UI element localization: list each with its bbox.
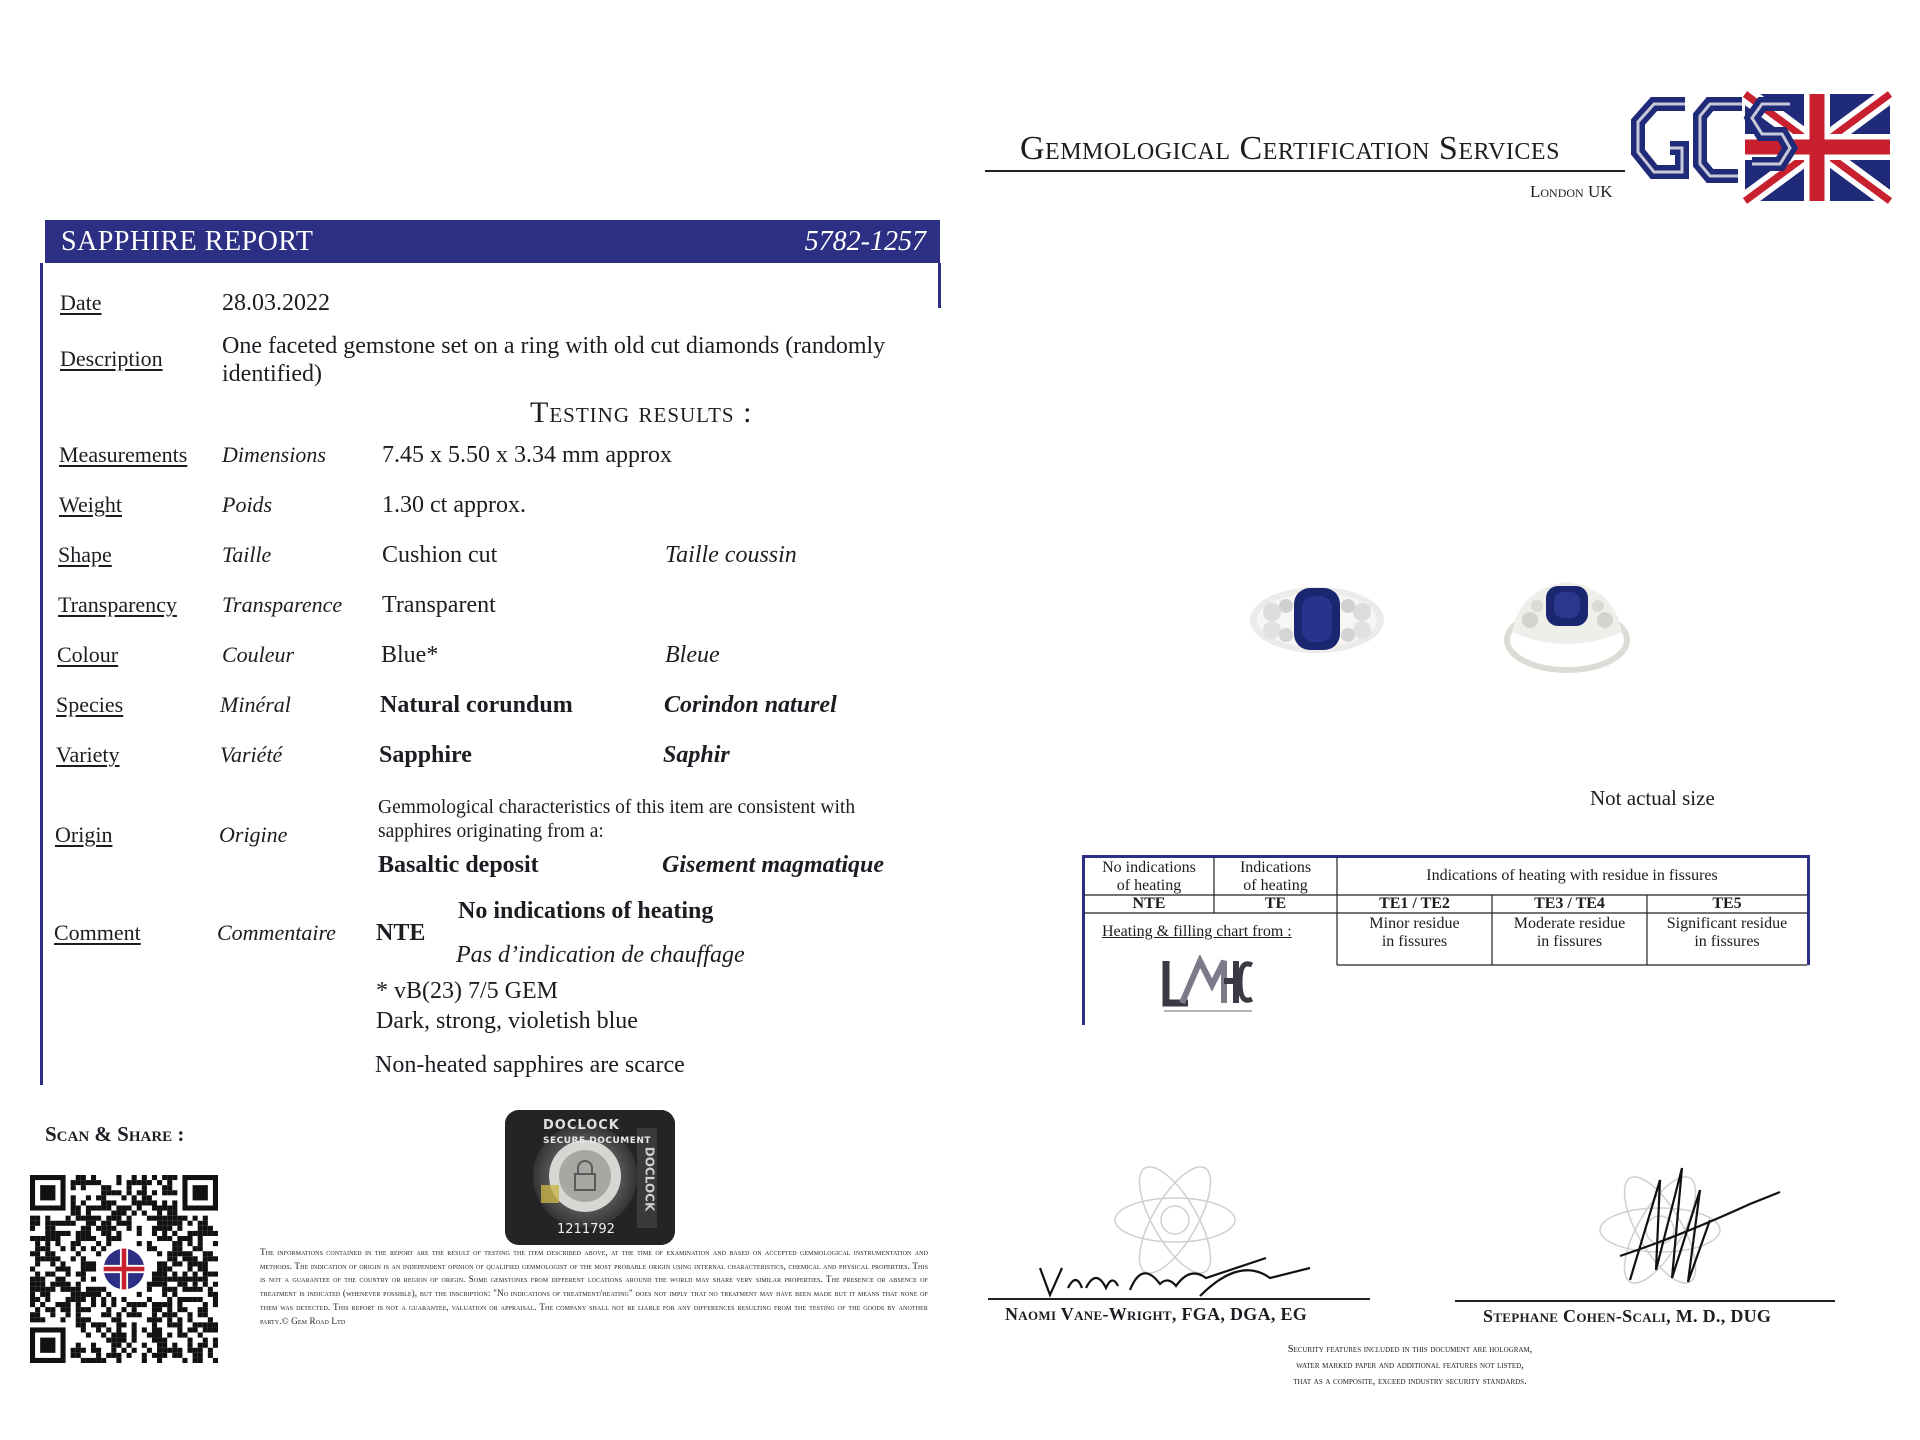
atom-watermark-left bbox=[1115, 1160, 1235, 1283]
hologram-text-top: DOCLOCK bbox=[543, 1118, 620, 1133]
comment-note-scarce: Non-heated sapphires are scarce bbox=[375, 1052, 685, 1078]
shape-label: Shape bbox=[58, 542, 112, 567]
species-fr-label: Minéral bbox=[220, 692, 291, 717]
left-border-rule bbox=[40, 263, 43, 1085]
hologram-serial: 1211792 bbox=[557, 1222, 615, 1237]
origin-value: Basaltic deposit bbox=[378, 852, 539, 878]
company-location: London UK bbox=[1530, 182, 1613, 201]
heating-chart bbox=[1082, 855, 1810, 1025]
variety-value-fr: Saphir bbox=[663, 742, 730, 768]
chart-col-heating bbox=[1214, 859, 1337, 895]
signature-right bbox=[1560, 1160, 1790, 1310]
transparency-fr-label: Transparence bbox=[222, 592, 343, 617]
colour-fr-label: Couleur bbox=[222, 642, 295, 667]
ring-photo-side-view bbox=[1507, 582, 1627, 670]
description-line: identified) bbox=[222, 361, 322, 387]
shape-value-fr: Taille coussin bbox=[665, 542, 797, 568]
qr-code[interactable] bbox=[30, 1175, 218, 1363]
date-value: 28.03.2022 bbox=[222, 290, 330, 316]
species-label: Species bbox=[56, 692, 124, 717]
origin-note bbox=[378, 796, 933, 844]
colour-label: Colour bbox=[57, 642, 119, 667]
comment-label: Comment bbox=[54, 920, 141, 945]
hologram-text-secure: SECURE DOCUMENT bbox=[543, 1136, 652, 1146]
security-note-line: that as a composite, exceed industry security standards. bbox=[1293, 1376, 1527, 1387]
signature-line-left bbox=[988, 1298, 1370, 1300]
chart-te12-desc-line: in fissures bbox=[1381, 933, 1448, 950]
species-value: Natural corundum bbox=[380, 692, 573, 718]
chart-col-heating-line: of heating bbox=[1243, 877, 1308, 894]
chart-code-te5: TE5 bbox=[1712, 895, 1742, 912]
signatory-right: Stephane Cohen-Scali, M. D., DUG bbox=[1483, 1306, 1772, 1326]
weight-value: 1.30 ct approx. bbox=[382, 492, 526, 518]
photo-caption: Not actual size bbox=[1590, 786, 1715, 810]
origin-label: Origin bbox=[55, 822, 113, 847]
chart-te12-desc-line: Minor residue bbox=[1369, 915, 1460, 932]
right-border-rule bbox=[938, 263, 941, 308]
company-name: Gemmological Certification Services bbox=[1020, 130, 1560, 167]
comment-note-colour: Dark, strong, violetish blue bbox=[376, 1008, 638, 1034]
origin-note-line: sapphires originating from a: bbox=[378, 821, 604, 842]
company-name-underline bbox=[985, 170, 1625, 172]
chart-col-no-heating-line: No indications bbox=[1102, 859, 1196, 876]
lmhc-logo-text: LMHC bbox=[1160, 955, 1163, 956]
comment-value-fr: Pas d’indication de chauffage bbox=[456, 942, 745, 968]
chart-te5-desc bbox=[1647, 915, 1807, 951]
chart-code-te12: TE1 / TE2 bbox=[1379, 895, 1450, 912]
shape-value: Cushion cut bbox=[382, 542, 498, 568]
measurements-value: 7.45 x 5.50 x 3.34 mm approx bbox=[382, 442, 672, 468]
signature-line-right bbox=[1455, 1300, 1835, 1302]
chart-code-te34: TE3 / TE4 bbox=[1534, 895, 1605, 912]
date-label: Date bbox=[60, 290, 102, 315]
measurements-fr-label: Dimensions bbox=[222, 442, 326, 467]
chart-te5-desc-line: in fissures bbox=[1694, 933, 1760, 950]
origin-fr-label: Origine bbox=[219, 822, 288, 847]
doclock-hologram bbox=[505, 1110, 675, 1245]
comment-note-grade: * vB(23) 7/5 GEM bbox=[376, 978, 558, 1004]
chart-code-te: TE bbox=[1264, 895, 1287, 912]
chart-code-nte: NTE bbox=[1132, 895, 1166, 912]
security-note-line: water marked paper and additional features not listed, bbox=[1296, 1360, 1524, 1371]
colour-value: Blue* bbox=[381, 642, 439, 668]
report-title: SAPPHIRE REPORT bbox=[61, 226, 314, 257]
hologram-text-side: DOCLOCK bbox=[642, 1146, 657, 1212]
species-value-fr: Corindon naturel bbox=[664, 692, 837, 718]
shape-fr-label: Taille bbox=[222, 542, 272, 567]
description-line: One faceted gemstone set on a ring with old cut diamonds (randomly bbox=[222, 333, 886, 359]
chart-col-no-heating bbox=[1084, 859, 1214, 895]
ring-photo-top-view bbox=[1250, 587, 1384, 653]
colour-value-fr: Bleue bbox=[665, 642, 720, 668]
signatory-left: Naomi Vane-Wright, FGA, DGA, EG bbox=[1005, 1304, 1308, 1324]
testing-results-heading: Testing results : bbox=[530, 396, 753, 429]
chart-te34-desc-line: Moderate residue bbox=[1513, 915, 1626, 932]
chart-te34-desc bbox=[1492, 915, 1647, 951]
comment-value: No indications of heating bbox=[458, 898, 714, 924]
scan-share-label: Scan & Share : bbox=[45, 1122, 185, 1146]
ring-photographs bbox=[1250, 540, 1630, 690]
transparency-value: Transparent bbox=[382, 592, 496, 618]
description-value bbox=[222, 332, 885, 388]
origin-note-line: Gemmological characteristics of this item are consistent with bbox=[378, 797, 856, 818]
weight-fr-label: Poids bbox=[222, 492, 273, 517]
origin-value-fr: Gisement magmatique bbox=[662, 852, 884, 878]
chart-te5-desc-line: Significant residue bbox=[1666, 915, 1788, 932]
chart-col-heating-line: Indications bbox=[1239, 859, 1312, 876]
transparency-label: Transparency bbox=[58, 592, 177, 617]
comment-code: NTE bbox=[376, 920, 426, 946]
gcs-union-flag-logo bbox=[1630, 90, 1895, 205]
security-note bbox=[1240, 1342, 1580, 1390]
signature-left bbox=[1020, 1160, 1350, 1310]
variety-value: Sapphire bbox=[379, 742, 472, 768]
security-note-line: Security features included in this document are hologram, bbox=[1287, 1344, 1533, 1355]
description-label: Description bbox=[60, 346, 163, 371]
chart-col-no-heating-line: of heating bbox=[1116, 877, 1182, 894]
comment-fr-label: Commentaire bbox=[217, 920, 336, 945]
weight-label: Weight bbox=[59, 492, 122, 517]
variety-fr-label: Variété bbox=[220, 742, 283, 767]
chart-te34-desc-line: in fissures bbox=[1536, 933, 1603, 950]
chart-te12-desc bbox=[1337, 915, 1492, 951]
chart-source-note: Heating & filling chart from : bbox=[1102, 923, 1292, 940]
disclaimer-text: The informations contained in the report are the result of testing the item described above, at the time of examination and based on accepted gemmological instrumentation and methods. The indication of origin is an independent opinion of qualified gemmologist of the most probable origin using internal characteristics, chemical and physical properties. This is not a guarantee of the country or region of origin. Some gemstones from different locations around the world may share very similar properties. The presence or absence of treatment is indicated (whenever possible), but the inscription: "No indications of treatment/heating" does not imply that no treatment may have been made but it means that none of them was detected. This report is not a guarantee, valuation or appraisal. The company shall not be liable for any differences resulting from the testing of the goods by another party.© Gem Road Ltd bbox=[260, 1247, 928, 1326]
variety-label: Variety bbox=[56, 742, 120, 767]
chart-group-header: Indications of heating with residue in fissures bbox=[1426, 867, 1718, 884]
report-banner bbox=[45, 220, 940, 263]
logo-text: GCS bbox=[1630, 90, 1632, 91]
lmhc-logo bbox=[1160, 955, 1256, 1017]
measurements-label: Measurements bbox=[59, 442, 188, 467]
report-number: 5782-1257 bbox=[804, 226, 926, 257]
